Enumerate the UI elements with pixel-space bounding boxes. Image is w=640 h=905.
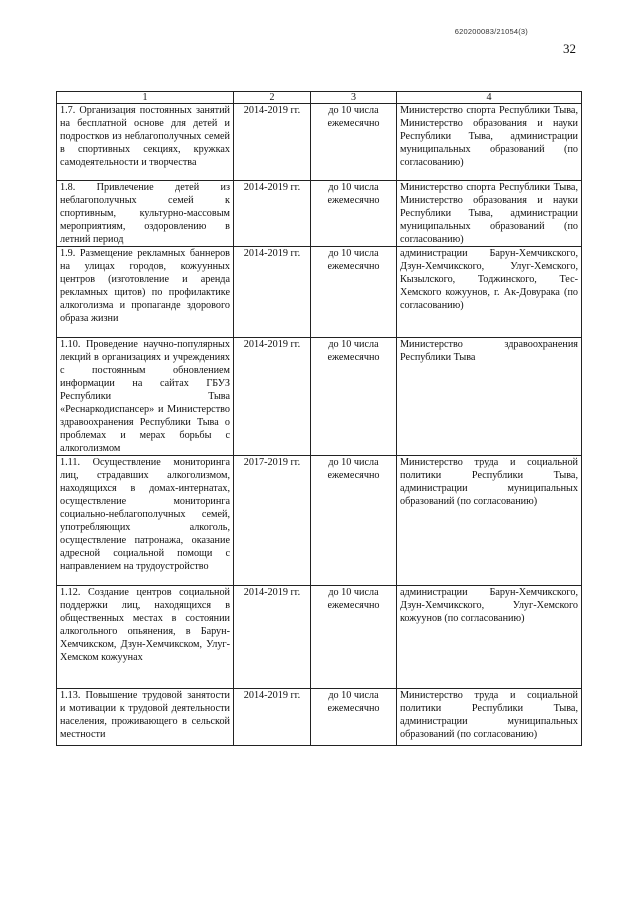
deadline-cell: до 10 числа ежемесячно [311, 181, 397, 247]
event-cell: 1.9. Размещение рекламных баннеров на улицах городов, кожуунных центров (изготовление и аренда рекламных щитов) по профилактике алкоголизма и пропаганде здорового образа жизни [57, 247, 234, 338]
table-row [57, 456, 582, 586]
measures-table [56, 91, 582, 746]
deadline-cell: до 10 числа ежемесячно [311, 456, 397, 586]
table-row [57, 181, 582, 247]
period-cell: 2014-2019 гг. [234, 338, 311, 456]
executor-cell: Министерство здравоохранения Республики Тыва [397, 338, 582, 456]
column-number-row [57, 92, 582, 104]
executor-cell: Министерство труда и социальной политики Республики Тыва, администрации муниципальных образований (по согласованию) [397, 689, 582, 746]
table-row [57, 338, 582, 456]
column-number: 1 [57, 92, 234, 104]
deadline-cell: до 10 числа ежемесячно [311, 586, 397, 689]
table-row [57, 586, 582, 689]
executor-cell: Министерство труда и социальной политики Республики Тыва, администрации муниципальных образований (по согласованию) [397, 456, 582, 586]
table-row [57, 689, 582, 746]
column-number: 3 [311, 92, 397, 104]
period-cell: 2014-2019 гг. [234, 247, 311, 338]
deadline-cell: до 10 числа ежемесячно [311, 247, 397, 338]
period-cell: 2014-2019 гг. [234, 104, 311, 181]
column-number: 2 [234, 92, 311, 104]
executor-cell: Министерство спорта Республики Тыва, Министерство образования и науки Республики Тыва, администрации муниципальных образований (по согласованию) [397, 181, 582, 247]
executor-cell: администрации Барун-Хемчикского, Дзун-Хемчикского, Улуг-Хемского кожуунов (по согласованию) [397, 586, 582, 689]
executor-cell: администрации Барун-Хемчикского, Дзун-Хемчикского, Улуг-Хемского, Кызылского, Тоджинского, Тес-Хемского кожуунов, г. Ак-Довурака (по согласованию) [397, 247, 582, 338]
page-number: 32 [563, 41, 576, 56]
event-cell: 1.12. Создание центров социальной поддержки лиц, находящихся в общественных местах в состоянии алкогольного опьянения, в Барун-Хемчикском, Дзун-Хемчикском, Улуг-Хемском кожуунах [57, 586, 234, 689]
table-row [57, 104, 582, 181]
event-cell: 1.10. Проведение научно-популярных лекций в организациях и учреждениях с постоянным обновлением информации на сайтах ГБУЗ Республики Тыва «Реснаркодиспансер» и Министерство здравоохранения Республики Тыва о проблемах и мерах борьбы с алкоголизмом [57, 338, 234, 456]
period-cell: 2014-2019 гг. [234, 181, 311, 247]
period-cell: 2014-2019 гг. [234, 689, 311, 746]
deadline-cell: до 10 числа ежемесячно [311, 338, 397, 456]
event-cell: 1.11. Осуществление мониторинга лиц, страдавших алкоголизмом, находящихся в домах-интернатах, осуществление мониторинга социально-неблагополучных семей, употребляющих алкоголь, осуществление патронажа, оказание адресной социальной помощи с направлением на трудоустройство [57, 456, 234, 586]
period-cell: 2017-2019 гг. [234, 456, 311, 586]
period-cell: 2014-2019 гг. [234, 586, 311, 689]
event-cell: 1.7. Организация постоянных занятий на бесплатной основе для детей и подростков из неблагополучных семей в спортивных секциях, кружках самодеятельности и творчества [57, 104, 234, 181]
document-id: 620200083/21054(3) [454, 27, 528, 36]
deadline-cell: до 10 числа ежемесячно [311, 104, 397, 181]
column-number: 4 [397, 92, 582, 104]
executor-cell: Министерство спорта Республики Тыва, Министерство образования и науки Республики Тыва, администрации муниципальных образований (по согласованию) [397, 104, 582, 181]
event-cell: 1.13. Повышение трудовой занятости и мотивации к трудовой деятельности населения, проживающего в сельской местности [57, 689, 234, 746]
deadline-cell: до 10 числа ежемесячно [311, 689, 397, 746]
event-cell: 1.8. Привлечение детей из неблагополучных семей к спортивным, культурно-массовым мероприятиям, оздоровлению в летний период [57, 181, 234, 247]
table-row [57, 247, 582, 338]
